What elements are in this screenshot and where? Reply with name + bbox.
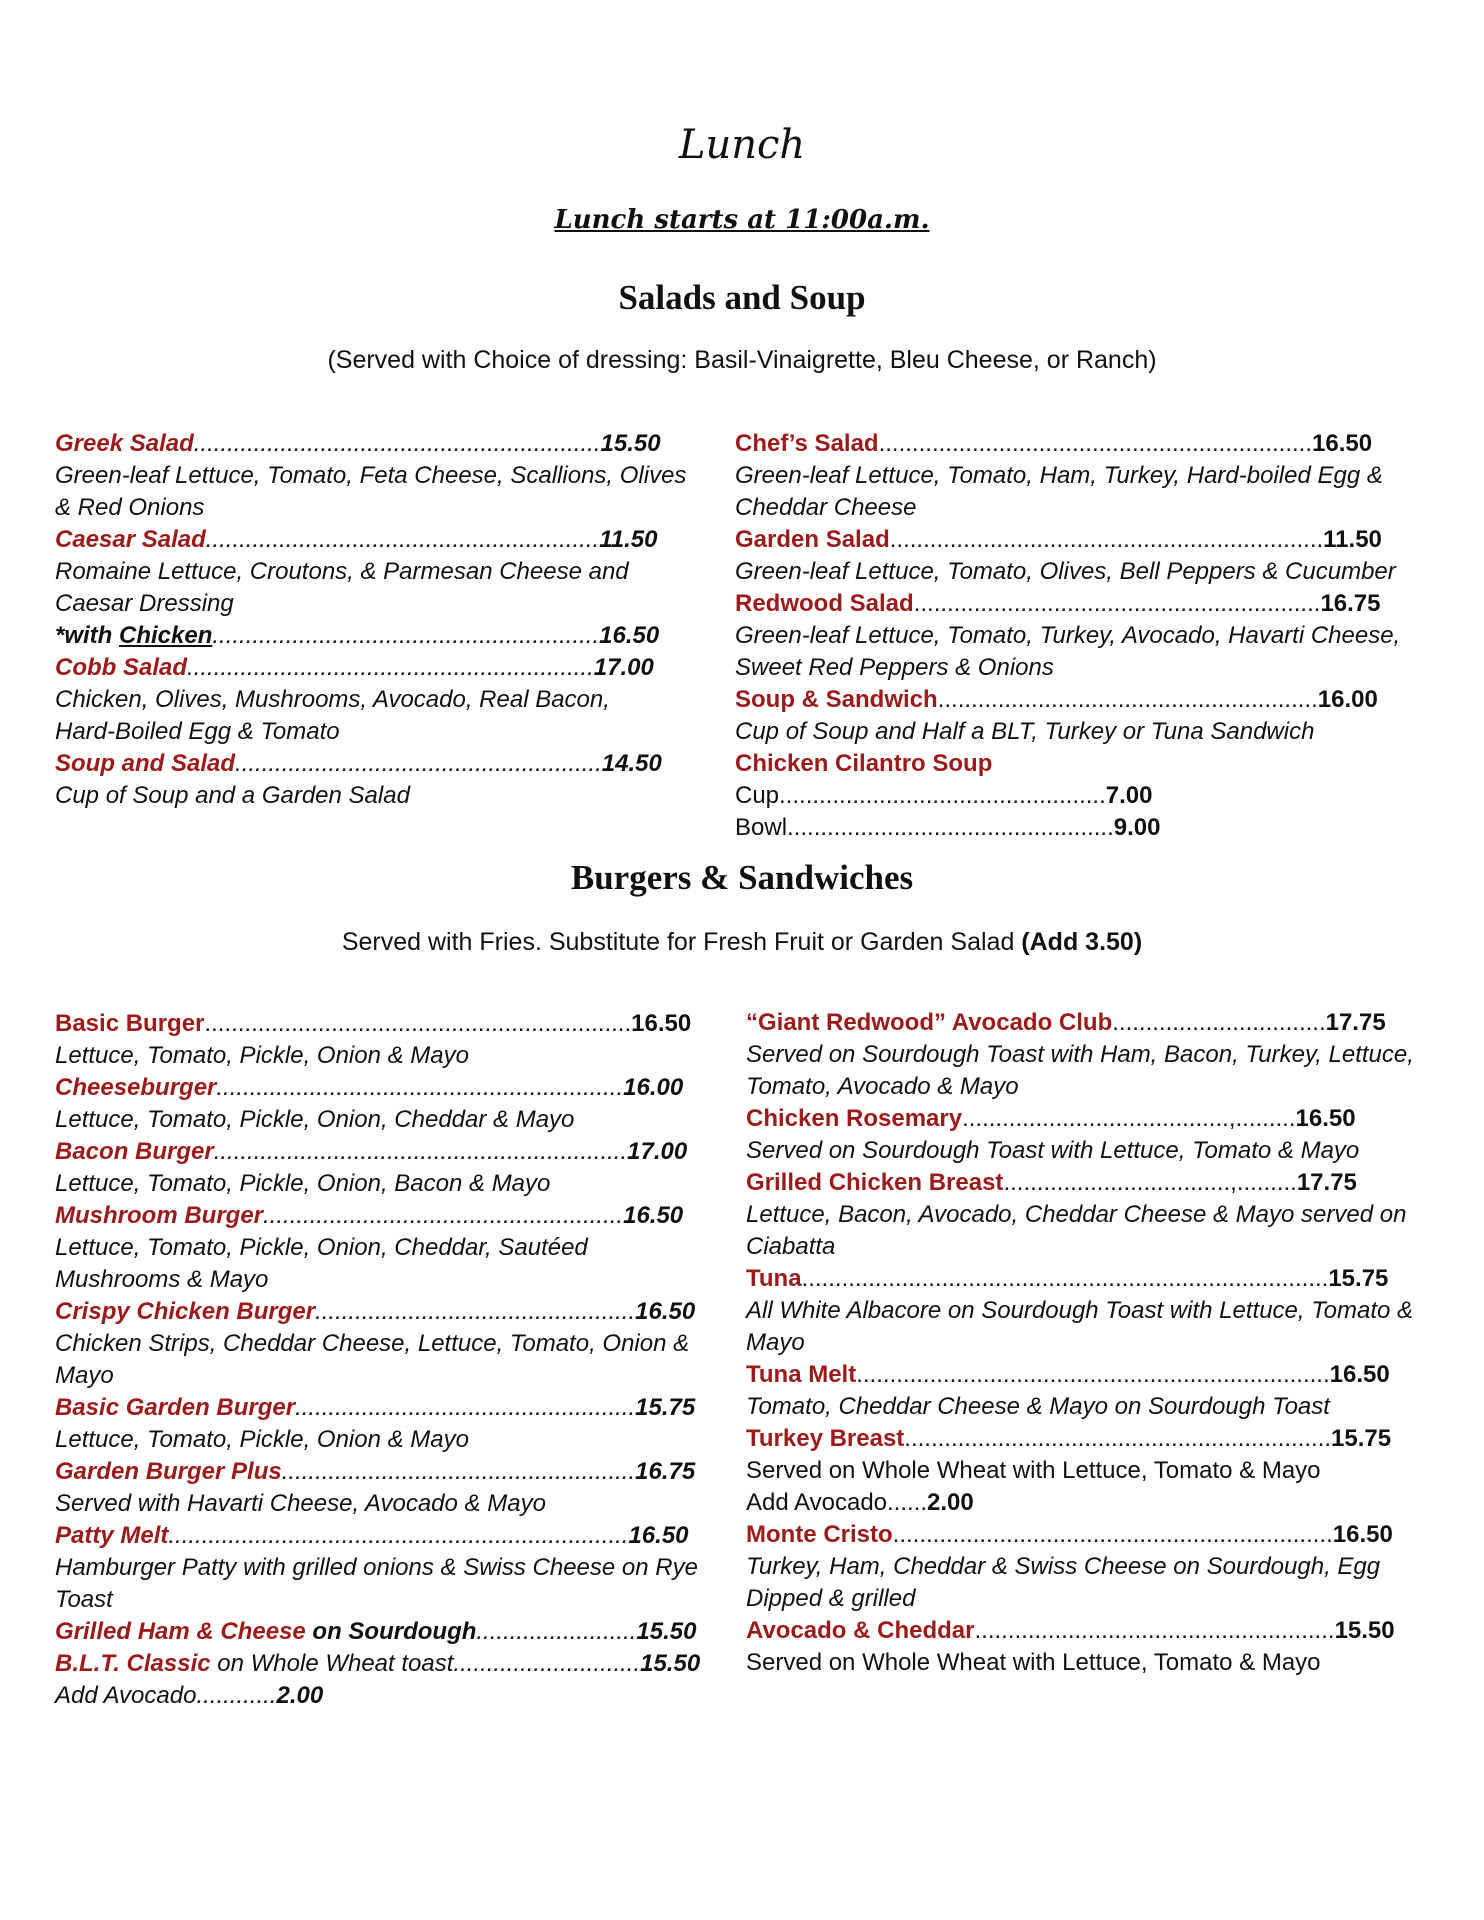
menu-item: Redwood Salad.............................................................16.75 — [735, 590, 1381, 617]
menu-item: Garden Salad.................................................................11.50 — [735, 526, 1382, 553]
menu-item: *with Chicken..........................................................16.50 — [55, 622, 660, 649]
menu-item: Cheeseburger.............................................................16.00 — [55, 1074, 684, 1101]
soup-size: Bowl.................................................9.00 — [735, 814, 1161, 841]
menu-item: “Giant Redwood” Avocado Club................................17.75 — [746, 1009, 1386, 1036]
menu-item: Grilled Ham & Cheese on Sourdough........................15.50 — [55, 1618, 697, 1645]
menu-item: Soup and Salad.......................................................14.50 — [55, 750, 662, 777]
menu-item: Caesar Salad...........................................................11.50 — [55, 526, 658, 553]
menu-item: Grilled Chicken Breast..................................,.........17.75 — [746, 1169, 1357, 1196]
menu-item: B.L.T. Classic on Whole Wheat toast............................15.50 — [55, 1650, 701, 1677]
soup-size: Cup.................................................7.00 — [735, 782, 1153, 809]
menu-item: Patty Melt.....................................................................16.50 — [55, 1522, 689, 1549]
menu-item: Tuna Melt.......................................................................16.50 — [746, 1361, 1390, 1388]
burgers-heading: Burgers & Sandwiches — [570, 858, 914, 897]
menu-item: Turkey Breast................................................................15.75 — [746, 1425, 1392, 1452]
salads-right-column: Chef’s Salad.................................................................16.50 Green-leaf Lettuce, Tomato, Ham, Turkey, Hard-boiled Egg & Cheddar Cheese Garden Salad.................................................................11.50 Green-leaf Lettuce, Tomato, Olives, Bell Peppers & Cucumber Redwood Salad.............................................................16.75 Green-leaf Lettuce, Tomato, Turkey, Avocado, Havarti Cheese, Sweet Red Peppers & Onions Soup & Sandwich.........................................................16.00 Cup of Soup and Half a BLT, Turkey or Tuna Sandwich Chicken Cilantro Soup Cup.................................................7.00 Bowl.................................................9.00 — [735, 428, 1435, 844]
menu-item: Chicken Rosemary........................................,.........16.50 — [746, 1105, 1356, 1132]
burgers-note: Served with Fries. Substitute for Fresh Fruit or Garden Salad (Add 3.50) — [341, 928, 1143, 956]
salads-left-column: Greek Salad.............................................................15.50 Green-leaf Lettuce, Tomato, Feta Cheese, Scallions, Olives & Red Onions Caesar Salad...........................................................11.50 Romaine Lettuce, Croutons, & Parmesan Cheese and Caesar Dressing *with Chicken..........................................................16.50 Cobb Salad.............................................................17.00 Chicken, Olives, Mushrooms, Avocado, Real Bacon, Hard-Boiled Egg & Tomato Soup and Salad.......................................................14.50 Cup of Soup and a Garden Salad — [55, 428, 705, 812]
menu-item: Tuna...............................................................................15.75 — [746, 1265, 1389, 1292]
salads-heading: Salads and Soup — [618, 278, 866, 317]
burgers-left-column: Basic Burger................................................................16.50 Lettuce, Tomato, Pickle, Onion & Mayo Cheeseburger.............................................................16.00 Lettuce, Tomato, Pickle, Onion, Cheddar & Mayo Bacon Burger..............................................................17.00 Lettuce, Tomato, Pickle, Onion, Bacon & Mayo Mushroom Burger......................................................16.50 Lettuce, Tomato, Pickle, Onion, Cheddar, Sautéed Mushrooms & Mayo Crispy Chicken Burger................................................16.50 Chicken Strips, Cheddar Cheese, Lettuce, Tomato, Onion & Mayo Basic Garden Burger...................................................15.75 Lettuce, Tomato, Pickle, Onion & Mayo Garden Burger Plus.....................................................16.75 Served with Havarti Cheese, Avocado & Mayo Patty Melt.....................................................................16.50 Hamburger Patty with grilled onions & Swiss Cheese on Rye Toast Grilled Ham & Cheese on Sourdough........................15.50 B.L.T. Classic on Whole Wheat toast............................15.50 Add Avocado............2.00 — [55, 1008, 735, 1712]
lunch-hours: Lunch starts at 11:00a.m. — [554, 205, 930, 235]
menu-item: Monte Cristo..................................................................16.50 — [746, 1521, 1393, 1548]
menu-item: Soup & Sandwich.........................................................16.00 — [735, 686, 1378, 713]
page-title: Lunch — [678, 122, 806, 168]
menu-item: Chicken Cilantro Soup — [735, 750, 993, 777]
addon: Add Avocado............2.00 — [55, 1682, 324, 1709]
menu-item: Garden Burger Plus.....................................................16.75 — [55, 1458, 696, 1485]
menu-item: Chef’s Salad.................................................................16.50 — [735, 430, 1373, 457]
addon: Add Avocado......2.00 — [746, 1489, 974, 1516]
salads-note: (Served with Choice of dressing: Basil-Vinaigrette, Bleu Cheese, or Ranch) — [327, 346, 1157, 374]
menu-item: Greek Salad.............................................................15.50 — [55, 430, 661, 457]
menu-item: Cobb Salad.............................................................17.00 — [55, 654, 654, 681]
menu-item: Crispy Chicken Burger................................................16.50 — [55, 1298, 696, 1325]
menu-item: Bacon Burger..............................................................17.00 — [55, 1138, 688, 1165]
menu-item: Avocado & Cheddar......................................................15.50 — [746, 1617, 1395, 1644]
menu-item: Mushroom Burger......................................................16.50 — [55, 1202, 684, 1229]
menu-item: Basic Garden Burger...................................................15.75 — [55, 1394, 696, 1421]
menu-item: Basic Burger................................................................16.50 — [55, 1010, 692, 1037]
burgers-right-column: “Giant Redwood” Avocado Club................................17.75 Served on Sourdough Toast with Ham, Bacon, Turkey, Lettuce, Tomato, Avocado & Mayo Chicken Rosemary........................................,.........16.50 Served on Sourdough Toast with Lettuce, Tomato & Mayo Grilled Chicken Breast..................................,.........17.75 Lettuce, Bacon, Avocado, Cheddar Cheese & Mayo served on Ciabatta Tuna...............................................................................15.75 All White Albacore on Sourdough Toast with Lettuce, Tomato & Mayo Tuna Melt.......................................................................16.50 Tomato, Cheddar Cheese & Mayo on Sourdough Toast Turkey Breast................................................................15.75 Served on Whole Wheat with Lettuce, Tomato & Mayo Add Avocado......2.00 Monte Cristo..................................................................16.50 Turkey, Ham, Cheddar & Swiss Cheese on Sourdough, Egg Dipped & grilled Avocado & Cheddar......................................................15.50 Served on Whole Wheat with Lettuce, Tomato & Mayo — [746, 1007, 1446, 1679]
